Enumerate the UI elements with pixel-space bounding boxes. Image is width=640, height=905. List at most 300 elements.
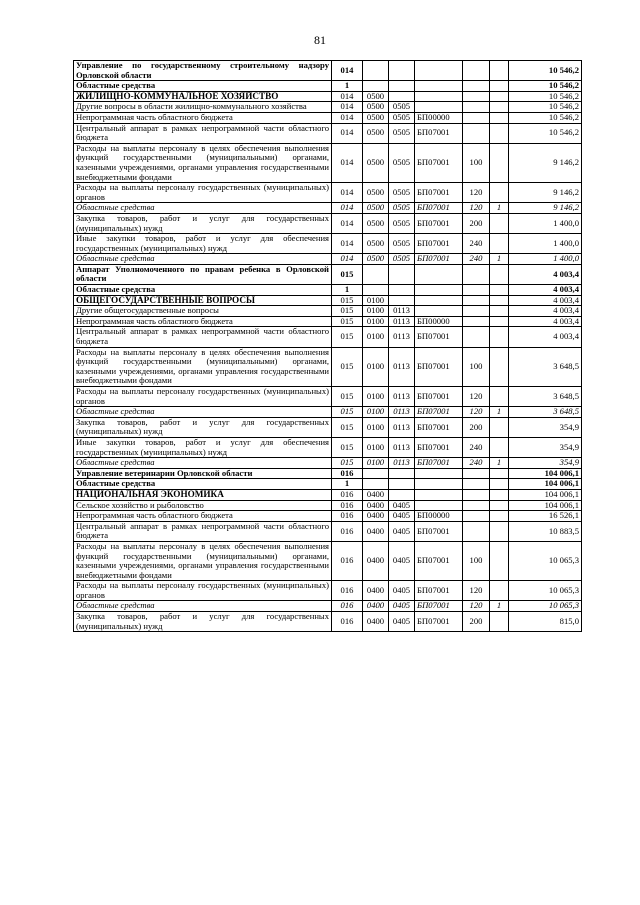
subsection-code — [389, 91, 415, 102]
section-code — [363, 81, 389, 92]
target-article-code: БП07001 — [415, 254, 463, 265]
department-code: 015 — [332, 347, 363, 386]
table-row — [74, 521, 582, 541]
section-code: 0400 — [363, 601, 389, 612]
subsection-code: 0113 — [389, 316, 415, 327]
section-code: 0500 — [363, 102, 389, 113]
expense-type-code — [463, 81, 490, 92]
subsection-code: 0405 — [389, 500, 415, 511]
target-article-code: БП07001 — [415, 183, 463, 203]
funding-source-code — [490, 468, 509, 479]
target-article-code — [415, 306, 463, 317]
section-code: 0100 — [363, 327, 389, 347]
budget-table — [73, 60, 582, 632]
table-row — [74, 468, 582, 479]
subsection-code: 0505 — [389, 203, 415, 214]
funding-source-code — [490, 61, 509, 81]
amount: 10 546,2 — [509, 91, 582, 102]
department-code: 014 — [332, 102, 363, 113]
funding-source-code — [490, 347, 509, 386]
section-code: 0100 — [363, 437, 389, 457]
section-code: 0100 — [363, 458, 389, 469]
funding-source-code — [490, 143, 509, 182]
funding-source-code — [490, 91, 509, 102]
expense-name: Иные закупки товаров, работ и услуг для обеспечения государственных (муниципальных) нужд — [74, 437, 332, 457]
funding-source-code — [490, 387, 509, 407]
subsection-code — [389, 295, 415, 306]
funding-source-code: 1 — [490, 407, 509, 418]
expense-type-code: 240 — [463, 437, 490, 457]
funding-source-code — [490, 213, 509, 233]
section-code: 0100 — [363, 387, 389, 407]
subsection-code: 0505 — [389, 123, 415, 143]
amount: 815,0 — [509, 612, 582, 632]
amount: 4 003,4 — [509, 295, 582, 306]
section-code: 0500 — [363, 123, 389, 143]
expense-name: ОБЩЕГОСУДАРСТВЕННЫЕ ВОПРОСЫ — [74, 295, 332, 306]
section-code: 0500 — [363, 143, 389, 182]
amount: 104 006,1 — [509, 500, 582, 511]
table-row — [74, 479, 582, 490]
target-article-code — [415, 91, 463, 102]
expense-type-code: 200 — [463, 417, 490, 437]
subsection-code: 0405 — [389, 521, 415, 541]
target-article-code — [415, 468, 463, 479]
department-code: 014 — [332, 183, 363, 203]
amount: 10 065,3 — [509, 581, 582, 601]
subsection-code: 0405 — [389, 581, 415, 601]
subsection-code: 0113 — [389, 458, 415, 469]
section-code: 0400 — [363, 489, 389, 500]
amount: 9 146,2 — [509, 183, 582, 203]
expense-type-code: 200 — [463, 612, 490, 632]
subsection-code: 0113 — [389, 437, 415, 457]
expense-name: Непрограммная часть областного бюджета — [74, 112, 332, 123]
section-code: 0100 — [363, 407, 389, 418]
target-article-code: БП07001 — [415, 581, 463, 601]
amount: 354,9 — [509, 437, 582, 457]
table-row — [74, 143, 582, 182]
funding-source-code — [490, 295, 509, 306]
department-code: 016 — [332, 601, 363, 612]
expense-type-code: 120 — [463, 407, 490, 418]
funding-source-code: 1 — [490, 203, 509, 214]
table-row — [74, 417, 582, 437]
funding-source-code — [490, 612, 509, 632]
table-row — [74, 541, 582, 580]
department-code: 1 — [332, 81, 363, 92]
table-row — [74, 213, 582, 233]
expense-name: Управление ветеринарии Орловской области — [74, 468, 332, 479]
table-row — [74, 347, 582, 386]
table-row — [74, 407, 582, 418]
expense-name: Другие вопросы в области жилищно-коммунального хозяйства — [74, 102, 332, 113]
expense-name: Непрограммная часть областного бюджета — [74, 316, 332, 327]
table-row — [74, 264, 582, 284]
department-code: 014 — [332, 112, 363, 123]
expense-name: Расходы на выплаты персоналу в целях обеспечения выполнения функций государственными (муниципальными) органами, казенными учреждениями, органами управления государственными внебюджетными фондами — [74, 143, 332, 182]
department-code: 014 — [332, 123, 363, 143]
target-article-code — [415, 479, 463, 490]
department-code: 015 — [332, 437, 363, 457]
amount: 1 400,0 — [509, 254, 582, 265]
department-code: 015 — [332, 417, 363, 437]
table-row — [74, 61, 582, 81]
target-article-code: БП07001 — [415, 437, 463, 457]
table-body — [74, 61, 582, 632]
expense-type-code: 240 — [463, 458, 490, 469]
expense-type-code — [463, 489, 490, 500]
expense-type-code — [463, 316, 490, 327]
amount: 9 146,2 — [509, 203, 582, 214]
amount: 104 006,1 — [509, 489, 582, 500]
target-article-code: БП07001 — [415, 521, 463, 541]
target-article-code: БП00000 — [415, 316, 463, 327]
target-article-code: БП07001 — [415, 203, 463, 214]
table-row — [74, 81, 582, 92]
table-row — [74, 102, 582, 113]
department-code: 016 — [332, 581, 363, 601]
funding-source-code — [490, 327, 509, 347]
subsection-code: 0505 — [389, 183, 415, 203]
section-code: 0400 — [363, 541, 389, 580]
target-article-code: БП00000 — [415, 511, 463, 522]
expense-type-code — [463, 102, 490, 113]
subsection-code — [389, 81, 415, 92]
section-code — [363, 468, 389, 479]
section-code: 0500 — [363, 213, 389, 233]
funding-source-code — [490, 183, 509, 203]
expense-type-code — [463, 123, 490, 143]
table-row — [74, 327, 582, 347]
section-code: 0500 — [363, 254, 389, 265]
section-code: 0100 — [363, 316, 389, 327]
department-code: 016 — [332, 500, 363, 511]
section-code: 0500 — [363, 183, 389, 203]
amount: 9 146,2 — [509, 143, 582, 182]
section-code — [363, 264, 389, 284]
expense-name: ЖИЛИЩНО-КОММУНАЛЬНОЕ ХОЗЯЙСТВО — [74, 91, 332, 102]
amount: 10 546,2 — [509, 61, 582, 81]
section-code: 0500 — [363, 234, 389, 254]
subsection-code: 0405 — [389, 612, 415, 632]
expense-name: Расходы на выплаты персоналу в целях обеспечения выполнения функций государственными (муниципальными) органами, казенными учреждениями, органами управления государственными внебюджетными фондами — [74, 347, 332, 386]
subsection-code — [389, 489, 415, 500]
expense-type-code — [463, 264, 490, 284]
section-code: 0500 — [363, 112, 389, 123]
target-article-code — [415, 264, 463, 284]
subsection-code — [389, 479, 415, 490]
expense-name: Центральный аппарат в рамках непрограммной части областного бюджета — [74, 327, 332, 347]
amount: 4 003,4 — [509, 264, 582, 284]
section-code: 0400 — [363, 612, 389, 632]
expense-type-code: 100 — [463, 541, 490, 580]
expense-name: Областные средства — [74, 458, 332, 469]
expense-type-code: 240 — [463, 234, 490, 254]
department-code: 015 — [332, 295, 363, 306]
expense-name: Непрограммная часть областного бюджета — [74, 511, 332, 522]
department-code: 016 — [332, 468, 363, 479]
department-code: 016 — [332, 489, 363, 500]
target-article-code: БП07001 — [415, 387, 463, 407]
expense-type-code: 240 — [463, 254, 490, 265]
subsection-code: 0113 — [389, 417, 415, 437]
target-article-code — [415, 500, 463, 511]
table-row — [74, 123, 582, 143]
expense-type-code: 100 — [463, 143, 490, 182]
expense-type-code: 120 — [463, 183, 490, 203]
expense-name: Областные средства — [74, 254, 332, 265]
department-code: 016 — [332, 511, 363, 522]
expense-name: Областные средства — [74, 479, 332, 490]
funding-source-code — [490, 306, 509, 317]
amount: 3 648,5 — [509, 407, 582, 418]
table-row — [74, 295, 582, 306]
subsection-code: 0505 — [389, 112, 415, 123]
expense-type-code — [463, 500, 490, 511]
target-article-code: БП07001 — [415, 407, 463, 418]
department-code: 016 — [332, 612, 363, 632]
funding-source-code — [490, 479, 509, 490]
section-code: 0500 — [363, 203, 389, 214]
table-row — [74, 91, 582, 102]
expense-type-code — [463, 306, 490, 317]
expense-name: Областные средства — [74, 203, 332, 214]
table-row — [74, 458, 582, 469]
table-row — [74, 437, 582, 457]
subsection-code: 0405 — [389, 601, 415, 612]
department-code: 1 — [332, 285, 363, 296]
amount: 1 400,0 — [509, 234, 582, 254]
target-article-code: БП07001 — [415, 601, 463, 612]
expense-name: Расходы на выплаты персоналу в целях обеспечения выполнения функций государственными (муниципальными) органами, казенными учреждениями, органами управления государственными внебюджетными фондами — [74, 541, 332, 580]
section-code: 0400 — [363, 521, 389, 541]
section-code: 0400 — [363, 581, 389, 601]
funding-source-code — [490, 81, 509, 92]
subsection-code: 0113 — [389, 306, 415, 317]
section-code: 0400 — [363, 500, 389, 511]
amount: 354,9 — [509, 417, 582, 437]
amount: 10 883,5 — [509, 521, 582, 541]
expense-name: Аппарат Уполномоченного по правам ребенка в Орловской области — [74, 264, 332, 284]
expense-type-code — [463, 91, 490, 102]
expense-name: Закупка товаров, работ и услуг для государственных (муниципальных) нужд — [74, 612, 332, 632]
funding-source-code — [490, 102, 509, 113]
section-code — [363, 285, 389, 296]
target-article-code: БП00000 — [415, 112, 463, 123]
table-row — [74, 203, 582, 214]
subsection-code: 0505 — [389, 143, 415, 182]
target-article-code: БП07001 — [415, 612, 463, 632]
expense-type-code — [463, 468, 490, 479]
amount: 10 546,2 — [509, 112, 582, 123]
table-row — [74, 500, 582, 511]
expense-name: Расходы на выплаты персоналу государственных (муниципальных) органов — [74, 183, 332, 203]
department-code: 014 — [332, 143, 363, 182]
expense-name: Другие общегосударственные вопросы — [74, 306, 332, 317]
subsection-code: 0505 — [389, 102, 415, 113]
table-row — [74, 581, 582, 601]
funding-source-code — [490, 541, 509, 580]
expense-type-code: 200 — [463, 213, 490, 233]
section-code: 0100 — [363, 295, 389, 306]
amount: 10 546,2 — [509, 102, 582, 113]
subsection-code — [389, 285, 415, 296]
department-code: 015 — [332, 458, 363, 469]
target-article-code — [415, 81, 463, 92]
expense-name: Закупка товаров, работ и услуг для государственных (муниципальных) нужд — [74, 213, 332, 233]
subsection-code — [389, 61, 415, 81]
department-code: 014 — [332, 61, 363, 81]
funding-source-code — [490, 581, 509, 601]
target-article-code: БП07001 — [415, 458, 463, 469]
table-row — [74, 285, 582, 296]
expense-name: Управление по государственному строительному надзору Орловской области — [74, 61, 332, 81]
expense-type-code — [463, 295, 490, 306]
department-code: 015 — [332, 327, 363, 347]
target-article-code — [415, 102, 463, 113]
table-row — [74, 511, 582, 522]
funding-source-code: 1 — [490, 601, 509, 612]
subsection-code: 0113 — [389, 407, 415, 418]
amount: 10 546,2 — [509, 81, 582, 92]
subsection-code: 0505 — [389, 254, 415, 265]
department-code: 014 — [332, 203, 363, 214]
table-row — [74, 601, 582, 612]
subsection-code: 0505 — [389, 234, 415, 254]
target-article-code — [415, 295, 463, 306]
department-code: 015 — [332, 264, 363, 284]
expense-type-code: 120 — [463, 387, 490, 407]
expense-type-code: 120 — [463, 601, 490, 612]
table-row — [74, 316, 582, 327]
table-row — [74, 612, 582, 632]
target-article-code: БП07001 — [415, 541, 463, 580]
expense-name: Центральный аппарат в рамках непрограммной части областного бюджета — [74, 123, 332, 143]
funding-source-code — [490, 500, 509, 511]
table-row — [74, 254, 582, 265]
expense-name: Сельское хозяйство и рыболовство — [74, 500, 332, 511]
amount: 10 065,3 — [509, 541, 582, 580]
expense-type-code — [463, 285, 490, 296]
target-article-code: БП07001 — [415, 143, 463, 182]
amount: 3 648,5 — [509, 387, 582, 407]
subsection-code: 0113 — [389, 347, 415, 386]
amount: 4 003,4 — [509, 285, 582, 296]
expense-name: Областные средства — [74, 81, 332, 92]
department-code: 014 — [332, 254, 363, 265]
amount: 104 006,1 — [509, 468, 582, 479]
funding-source-code — [490, 285, 509, 296]
funding-source-code — [490, 264, 509, 284]
table-row — [74, 183, 582, 203]
page-number: 81 — [314, 33, 326, 47]
table-row — [74, 234, 582, 254]
funding-source-code — [490, 437, 509, 457]
expense-type-code: 100 — [463, 347, 490, 386]
amount: 16 526,1 — [509, 511, 582, 522]
expense-type-code: 120 — [463, 581, 490, 601]
expense-type-code — [463, 511, 490, 522]
funding-source-code — [490, 316, 509, 327]
subsection-code: 0113 — [389, 327, 415, 347]
expense-name: Расходы на выплаты персоналу государственных (муниципальных) органов — [74, 387, 332, 407]
subsection-code — [389, 264, 415, 284]
expense-name: Центральный аппарат в рамках непрограммной части областного бюджета — [74, 521, 332, 541]
department-code: 014 — [332, 234, 363, 254]
subsection-code — [389, 468, 415, 479]
amount: 10 065,3 — [509, 601, 582, 612]
subsection-code: 0405 — [389, 511, 415, 522]
funding-source-code: 1 — [490, 254, 509, 265]
expense-name: Закупка товаров, работ и услуг для государственных (муниципальных) нужд — [74, 417, 332, 437]
funding-source-code — [490, 417, 509, 437]
funding-source-code — [490, 489, 509, 500]
department-code: 016 — [332, 521, 363, 541]
amount: 4 003,4 — [509, 327, 582, 347]
department-code: 014 — [332, 91, 363, 102]
expense-name: Областные средства — [74, 601, 332, 612]
funding-source-code — [490, 123, 509, 143]
section-code — [363, 61, 389, 81]
department-code: 1 — [332, 479, 363, 490]
amount: 10 546,2 — [509, 123, 582, 143]
department-code: 015 — [332, 407, 363, 418]
target-article-code: БП07001 — [415, 234, 463, 254]
amount: 4 003,4 — [509, 316, 582, 327]
funding-source-code — [490, 112, 509, 123]
funding-source-code — [490, 234, 509, 254]
subsection-code: 0113 — [389, 387, 415, 407]
funding-source-code: 1 — [490, 458, 509, 469]
amount: 104 006,1 — [509, 479, 582, 490]
expense-name: Расходы на выплаты персоналу государственных (муниципальных) органов — [74, 581, 332, 601]
subsection-code: 0505 — [389, 213, 415, 233]
funding-source-code — [490, 521, 509, 541]
section-code: 0100 — [363, 306, 389, 317]
expense-type-code — [463, 327, 490, 347]
amount: 4 003,4 — [509, 306, 582, 317]
department-code: 015 — [332, 387, 363, 407]
section-code: 0400 — [363, 511, 389, 522]
target-article-code: БП07001 — [415, 417, 463, 437]
expense-type-code — [463, 61, 490, 81]
expense-name: Иные закупки товаров, работ и услуг для обеспечения государственных (муниципальных) нужд — [74, 234, 332, 254]
department-code: 015 — [332, 316, 363, 327]
table-row — [74, 112, 582, 123]
target-article-code: БП07001 — [415, 123, 463, 143]
department-code: 014 — [332, 213, 363, 233]
target-article-code: БП07001 — [415, 347, 463, 386]
section-code: 0100 — [363, 347, 389, 386]
expense-name: Областные средства — [74, 285, 332, 296]
expense-name: Областные средства — [74, 407, 332, 418]
table-row — [74, 489, 582, 500]
table-row — [74, 387, 582, 407]
subsection-code: 0405 — [389, 541, 415, 580]
target-article-code: БП07001 — [415, 327, 463, 347]
department-code: 015 — [332, 306, 363, 317]
amount: 1 400,0 — [509, 213, 582, 233]
expense-type-code — [463, 521, 490, 541]
expense-type-code — [463, 479, 490, 490]
section-code: 0100 — [363, 417, 389, 437]
target-article-code — [415, 285, 463, 296]
expense-type-code — [463, 112, 490, 123]
section-code: 0500 — [363, 91, 389, 102]
section-code — [363, 479, 389, 490]
funding-source-code — [490, 511, 509, 522]
